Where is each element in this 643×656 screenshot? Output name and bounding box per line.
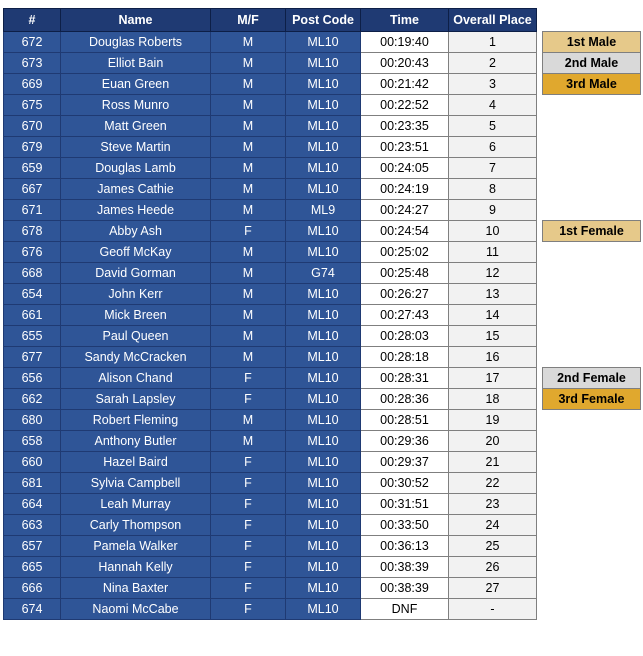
overall-place: 27: [449, 578, 537, 599]
award-badge: [543, 578, 641, 599]
runner-postcode: ML10: [286, 578, 361, 599]
runner-sex: M: [211, 158, 286, 179]
runner-postcode: ML10: [286, 53, 361, 74]
runner-postcode: ML10: [286, 221, 361, 242]
finish-time: 00:36:13: [361, 536, 449, 557]
runner-sex: F: [211, 452, 286, 473]
table-row: [4, 410, 641, 431]
finish-time: 00:24:27: [361, 200, 449, 221]
runner-postcode: ML10: [286, 158, 361, 179]
runner-sex: M: [211, 263, 286, 284]
overall-place: 18: [449, 389, 537, 410]
overall-place: 9: [449, 200, 537, 221]
runner-postcode: ML10: [286, 242, 361, 263]
award-badge: 1st Male: [543, 32, 641, 53]
runner-name: Elliot Bain: [61, 53, 211, 74]
overall-place: 19: [449, 410, 537, 431]
table-row: [4, 32, 641, 53]
runner-number: 666: [4, 578, 61, 599]
table-row: [4, 263, 641, 284]
runner-postcode: ML10: [286, 494, 361, 515]
award-badge: [543, 263, 641, 284]
award-badge: [543, 410, 641, 431]
table-row: [4, 158, 641, 179]
finish-time: 00:33:50: [361, 515, 449, 536]
runner-number: 672: [4, 32, 61, 53]
runner-number: 677: [4, 347, 61, 368]
finish-time: 00:28:18: [361, 347, 449, 368]
overall-place: 5: [449, 116, 537, 137]
runner-sex: F: [211, 599, 286, 620]
finish-time: 00:24:54: [361, 221, 449, 242]
overall-place: 14: [449, 305, 537, 326]
overall-place: 1: [449, 32, 537, 53]
award-badge: [543, 494, 641, 515]
award-badge: [543, 116, 641, 137]
award-badge: 2nd Female: [543, 368, 641, 389]
runner-number: 659: [4, 158, 61, 179]
table-row: [4, 578, 641, 599]
runner-number: 663: [4, 515, 61, 536]
table-row: [4, 179, 641, 200]
finish-time: 00:28:36: [361, 389, 449, 410]
header-sex: M/F: [211, 9, 286, 32]
runner-sex: F: [211, 494, 286, 515]
table-row: [4, 494, 641, 515]
overall-place: 6: [449, 137, 537, 158]
runner-postcode: ML10: [286, 473, 361, 494]
runner-sex: F: [211, 557, 286, 578]
runner-number: 673: [4, 53, 61, 74]
runner-number: 657: [4, 536, 61, 557]
runner-number: 665: [4, 557, 61, 578]
overall-place: 24: [449, 515, 537, 536]
runner-postcode: ML10: [286, 305, 361, 326]
runner-name: Abby Ash: [61, 221, 211, 242]
finish-time: 00:38:39: [361, 557, 449, 578]
runner-sex: M: [211, 116, 286, 137]
overall-place: 23: [449, 494, 537, 515]
overall-place: 26: [449, 557, 537, 578]
overall-place: 25: [449, 536, 537, 557]
table-row: [4, 347, 641, 368]
runner-sex: F: [211, 578, 286, 599]
runner-sex: M: [211, 74, 286, 95]
finish-time: 00:26:27: [361, 284, 449, 305]
award-badge: 1st Female: [543, 221, 641, 242]
header-postcode: Post Code: [286, 9, 361, 32]
runner-name: Paul Queen: [61, 326, 211, 347]
table-row: [4, 242, 641, 263]
runner-sex: M: [211, 410, 286, 431]
award-badge: [543, 284, 641, 305]
table-row: [4, 95, 641, 116]
overall-place: 20: [449, 431, 537, 452]
runner-sex: F: [211, 389, 286, 410]
finish-time: 00:24:19: [361, 179, 449, 200]
finish-time: 00:27:43: [361, 305, 449, 326]
table-row: [4, 284, 641, 305]
award-badge: [543, 158, 641, 179]
runner-postcode: ML10: [286, 284, 361, 305]
runner-name: Mick Breen: [61, 305, 211, 326]
overall-place: 16: [449, 347, 537, 368]
runner-sex: M: [211, 242, 286, 263]
runner-sex: M: [211, 32, 286, 53]
award-badge: [543, 599, 641, 620]
finish-time: 00:31:51: [361, 494, 449, 515]
award-badge: [543, 95, 641, 116]
runner-sex: M: [211, 179, 286, 200]
runner-name: Sylvia Campbell: [61, 473, 211, 494]
finish-time: 00:28:03: [361, 326, 449, 347]
overall-place: 11: [449, 242, 537, 263]
header-award: [543, 9, 641, 32]
runner-sex: F: [211, 536, 286, 557]
runner-number: 661: [4, 305, 61, 326]
runner-postcode: G74: [286, 263, 361, 284]
finish-time: 00:24:05: [361, 158, 449, 179]
runner-number: 671: [4, 200, 61, 221]
table-row: [4, 557, 641, 578]
runner-postcode: ML10: [286, 347, 361, 368]
finish-time: 00:21:42: [361, 74, 449, 95]
award-badge: [543, 326, 641, 347]
award-badge: 3rd Male: [543, 74, 641, 95]
overall-place: 3: [449, 74, 537, 95]
runner-number: 668: [4, 263, 61, 284]
finish-time: 00:23:51: [361, 137, 449, 158]
table-row: [4, 473, 641, 494]
finish-time: 00:30:52: [361, 473, 449, 494]
runner-number: 680: [4, 410, 61, 431]
award-badge: [543, 179, 641, 200]
runner-number: 662: [4, 389, 61, 410]
award-badge: 3rd Female: [543, 389, 641, 410]
table-row: [4, 536, 641, 557]
runner-postcode: ML10: [286, 179, 361, 200]
runner-number: 669: [4, 74, 61, 95]
runner-name: Sandy McCracken: [61, 347, 211, 368]
runner-name: John Kerr: [61, 284, 211, 305]
runner-number: 654: [4, 284, 61, 305]
runner-sex: F: [211, 221, 286, 242]
header-number: #: [4, 9, 61, 32]
runner-name: Douglas Roberts: [61, 32, 211, 53]
finish-time: 00:28:51: [361, 410, 449, 431]
finish-time: 00:25:02: [361, 242, 449, 263]
overall-place: 21: [449, 452, 537, 473]
runner-postcode: ML10: [286, 599, 361, 620]
table-row: [4, 74, 641, 95]
finish-time: 00:20:43: [361, 53, 449, 74]
header-overall-place: Overall Place: [449, 9, 537, 32]
award-badge: [543, 431, 641, 452]
runner-postcode: ML10: [286, 389, 361, 410]
runner-postcode: ML10: [286, 368, 361, 389]
runner-postcode: ML10: [286, 536, 361, 557]
runner-number: 658: [4, 431, 61, 452]
runner-sex: M: [211, 431, 286, 452]
finish-time: 00:29:36: [361, 431, 449, 452]
overall-place: 8: [449, 179, 537, 200]
runner-sex: F: [211, 368, 286, 389]
runner-name: David Gorman: [61, 263, 211, 284]
table-row: [4, 368, 641, 389]
table-row: [4, 431, 641, 452]
runner-name: Euan Green: [61, 74, 211, 95]
header-name: Name: [61, 9, 211, 32]
runner-sex: M: [211, 95, 286, 116]
runner-name: Pamela Walker: [61, 536, 211, 557]
runner-postcode: ML10: [286, 410, 361, 431]
header-time: Time: [361, 9, 449, 32]
finish-time: 00:19:40: [361, 32, 449, 53]
overall-place: 17: [449, 368, 537, 389]
runner-name: Alison Chand: [61, 368, 211, 389]
overall-place: 13: [449, 284, 537, 305]
runner-number: 674: [4, 599, 61, 620]
table-row: [4, 326, 641, 347]
runner-postcode: ML10: [286, 326, 361, 347]
table-row: [4, 116, 641, 137]
award-badge: [543, 557, 641, 578]
table-row: [4, 599, 641, 620]
table-row: [4, 305, 641, 326]
runner-number: 670: [4, 116, 61, 137]
runner-name: James Cathie: [61, 179, 211, 200]
runner-sex: F: [211, 473, 286, 494]
runner-name: Hazel Baird: [61, 452, 211, 473]
overall-place: 10: [449, 221, 537, 242]
table-row: [4, 221, 641, 242]
table-row: [4, 515, 641, 536]
award-badge: [543, 515, 641, 536]
runner-postcode: ML10: [286, 137, 361, 158]
overall-place: 12: [449, 263, 537, 284]
runner-postcode: ML10: [286, 557, 361, 578]
overall-place: 2: [449, 53, 537, 74]
runner-name: Nina Baxter: [61, 578, 211, 599]
runner-name: Carly Thompson: [61, 515, 211, 536]
runner-sex: F: [211, 515, 286, 536]
overall-place: 22: [449, 473, 537, 494]
award-badge: [543, 200, 641, 221]
award-badge: [543, 452, 641, 473]
table-row: [4, 200, 641, 221]
runner-name: Matt Green: [61, 116, 211, 137]
award-badge: [543, 536, 641, 557]
runner-sex: M: [211, 305, 286, 326]
runner-sex: M: [211, 53, 286, 74]
runner-number: 655: [4, 326, 61, 347]
overall-place: 4: [449, 95, 537, 116]
runner-sex: M: [211, 200, 286, 221]
runner-name: Robert Fleming: [61, 410, 211, 431]
finish-time: 00:25:48: [361, 263, 449, 284]
runner-sex: M: [211, 347, 286, 368]
finish-time: 00:23:35: [361, 116, 449, 137]
runner-sex: M: [211, 284, 286, 305]
runner-postcode: ML10: [286, 515, 361, 536]
table-row: [4, 137, 641, 158]
runner-name: Sarah Lapsley: [61, 389, 211, 410]
runner-postcode: ML10: [286, 32, 361, 53]
award-badge: [543, 137, 641, 158]
award-badge: 2nd Male: [543, 53, 641, 74]
runner-postcode: ML9: [286, 200, 361, 221]
runner-number: 656: [4, 368, 61, 389]
runner-number: 667: [4, 179, 61, 200]
header-row: [4, 9, 641, 32]
runner-postcode: ML10: [286, 116, 361, 137]
table-row: [4, 452, 641, 473]
award-badge: [543, 242, 641, 263]
finish-time: 00:22:52: [361, 95, 449, 116]
overall-place: 15: [449, 326, 537, 347]
runner-number: 660: [4, 452, 61, 473]
overall-place: 7: [449, 158, 537, 179]
runner-postcode: ML10: [286, 74, 361, 95]
results-table: [3, 8, 641, 620]
runner-number: 679: [4, 137, 61, 158]
runner-name: Hannah Kelly: [61, 557, 211, 578]
runner-number: 664: [4, 494, 61, 515]
overall-place: -: [449, 599, 537, 620]
runner-name: Douglas Lamb: [61, 158, 211, 179]
finish-time: 00:29:37: [361, 452, 449, 473]
runner-name: James Heede: [61, 200, 211, 221]
runner-postcode: ML10: [286, 452, 361, 473]
finish-time: 00:28:31: [361, 368, 449, 389]
award-badge: [543, 305, 641, 326]
table-row: [4, 389, 641, 410]
award-badge: [543, 347, 641, 368]
runner-number: 678: [4, 221, 61, 242]
runner-number: 676: [4, 242, 61, 263]
runner-name: Geoff McKay: [61, 242, 211, 263]
runner-name: Steve Martin: [61, 137, 211, 158]
runner-name: Leah Murray: [61, 494, 211, 515]
runner-postcode: ML10: [286, 95, 361, 116]
runner-number: 681: [4, 473, 61, 494]
award-badge: [543, 473, 641, 494]
runner-name: Ross Munro: [61, 95, 211, 116]
runner-sex: M: [211, 137, 286, 158]
finish-time: 00:38:39: [361, 578, 449, 599]
runner-name: Naomi McCabe: [61, 599, 211, 620]
table-row: [4, 53, 641, 74]
finish-time: DNF: [361, 599, 449, 620]
runner-postcode: ML10: [286, 431, 361, 452]
runner-sex: M: [211, 326, 286, 347]
runner-name: Anthony Butler: [61, 431, 211, 452]
runner-number: 675: [4, 95, 61, 116]
